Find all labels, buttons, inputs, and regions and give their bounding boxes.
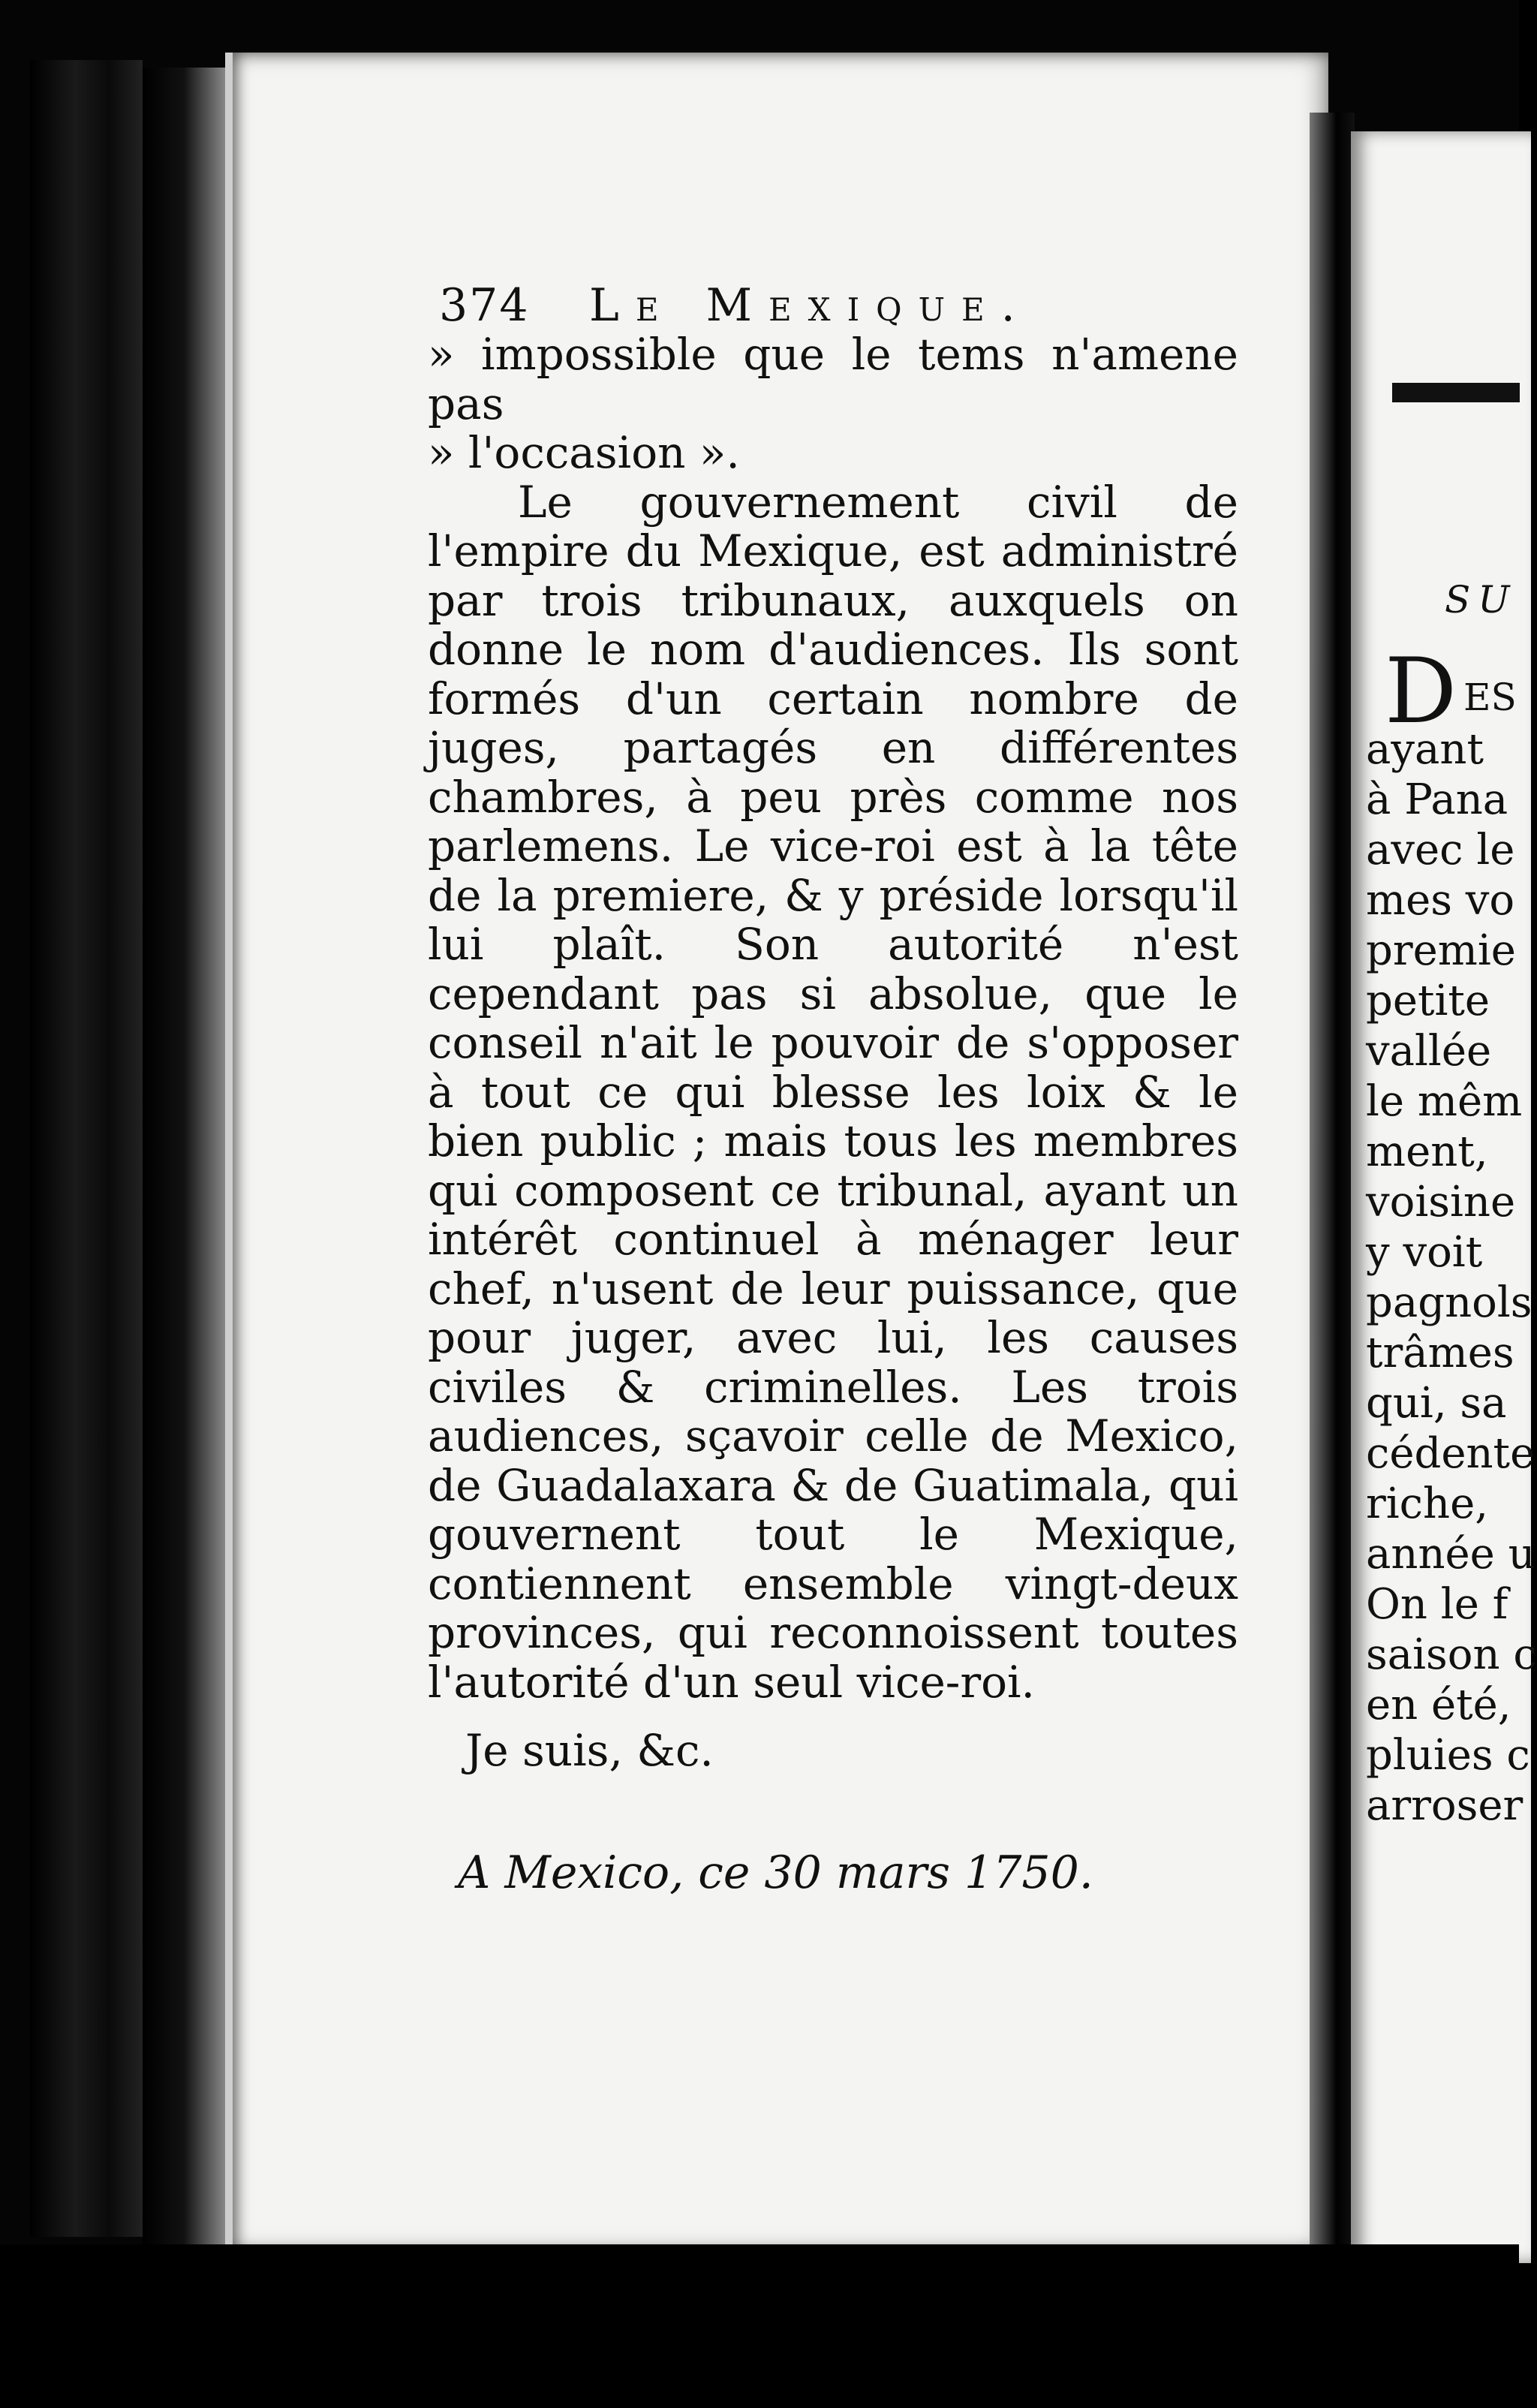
page-number: 374 (439, 279, 530, 332)
book-binding-edge (30, 60, 143, 2237)
quote-line-2: » l'occasion ». (428, 427, 740, 478)
facing-page-line: en été, (1366, 1681, 1511, 1729)
book-gutter (1310, 113, 1355, 2259)
facing-page-line: saison c (1366, 1630, 1537, 1679)
facing-page-line: petite (1366, 977, 1490, 1025)
facing-page-line: ment, (1366, 1127, 1488, 1176)
facing-page-line: qui, sa (1366, 1379, 1507, 1428)
facing-page-line: cédente (1366, 1429, 1535, 1478)
facing-page-line: le mêm (1366, 1077, 1523, 1126)
facing-page-text (1366, 724, 1537, 1831)
facing-page-heading: SU (1445, 578, 1517, 622)
closing-formula: Je suis, &c. (465, 1725, 714, 1776)
facing-page-line: ayant (1366, 725, 1484, 774)
place-date-signoff: A Mexico, ce 30 mars 1750. (458, 1847, 1093, 1899)
quote-line-1: » impossible que le tems n'amene pas (428, 329, 1238, 429)
facing-page-rule (1392, 383, 1520, 402)
facing-page-line: année u (1366, 1530, 1535, 1579)
facing-page-line: avec le (1366, 826, 1515, 874)
facing-page-dropcap-rest: ES (1463, 676, 1517, 719)
facing-page-line: pagnols (1366, 1278, 1532, 1327)
facing-page-line: premie (1366, 926, 1516, 975)
main-paragraph: Le gouvernement civil de l'empire du Mexique, est administré par trois tribunaux, auxquels on donne le nom d'audiences. Ils sont formés d'un certain nombre de juges, partagés en différentes chambres, à peu près comme nos parlemens. Le vice-roi est à la tête de la premiere, & y préside lorsqu'il lui plaît. Son autorité n'est cependant pas si absolue, que le conseil n'ait le pouvoir de s'opposer à tout ce qui blesse les loix & le bien public ; mais tous les membres qui composent ce tribunal, ayant un intérêt continuel à ménager leur chef, n'usent de leur puissance, que pour juger, avec lui, les causes civiles & criminelles. Les trois audiences, sçavoir celle de Mexico, de Guadalaxara & de Guatimala, qui gouvernent tout le Mexique, contiennent ensemble vingt-deux provinces, qui reconnoissent toutes l'autorité d'un seul vice-roi. (428, 476, 1238, 1708)
facing-page-line: mes vo (1366, 876, 1515, 925)
facing-page-dropcap: D (1385, 640, 1457, 744)
facing-page-line: vallée (1366, 1027, 1492, 1076)
facing-page-line: trâmes (1366, 1329, 1514, 1377)
running-title: Le Mexique. (589, 279, 1032, 332)
page-stack-shadow (143, 68, 225, 2244)
facing-page-line: arroser (1366, 1781, 1523, 1830)
bottom-dark-strip (0, 2244, 1519, 2408)
facing-page-line: y voit (1366, 1228, 1483, 1277)
facing-page-line: riche, (1366, 1479, 1489, 1528)
page-body (428, 330, 1238, 1707)
facing-page-line: On le f (1366, 1580, 1508, 1629)
facing-page-line: voisine (1366, 1178, 1516, 1227)
facing-page-line: à Pana (1366, 775, 1508, 824)
facing-page-line: pluies c (1366, 1731, 1530, 1780)
